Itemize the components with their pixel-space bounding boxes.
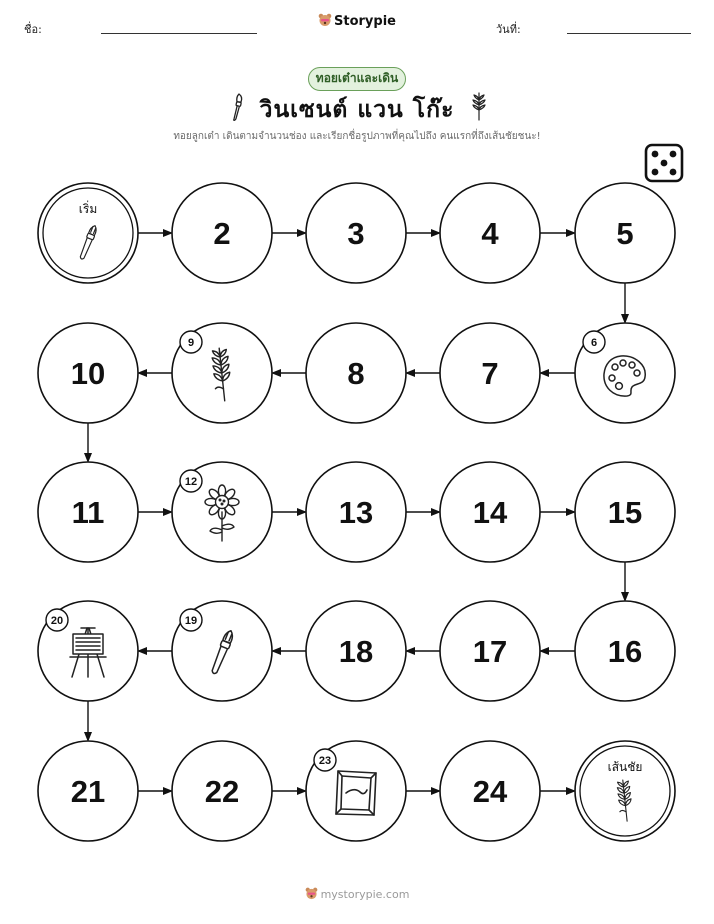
space-number: 7 [481, 356, 499, 391]
page-title: วินเซนต์ แวน โก๊ะ [259, 97, 455, 123]
board-space-17[interactable] [440, 601, 540, 701]
space-number: 18 [338, 634, 374, 669]
game-type-badge: ทอยเต๋าและเดิน [308, 67, 406, 91]
space-number: 11 [71, 495, 105, 530]
space-label: เริ่ม [78, 202, 98, 216]
board-space-2[interactable] [172, 183, 272, 283]
board-space-11[interactable] [38, 462, 138, 562]
space-number: 15 [607, 495, 643, 530]
board-space-23[interactable] [306, 741, 406, 841]
space-number: 22 [204, 774, 240, 809]
space-number: 6 [590, 337, 598, 349]
space-number: 17 [472, 634, 508, 669]
board-space-24[interactable] [440, 741, 540, 841]
board-space-8[interactable] [306, 323, 406, 423]
space-number: 4 [481, 216, 499, 251]
space-number: 16 [607, 634, 643, 669]
board-space-1[interactable] [38, 183, 138, 283]
date-label: วันที่: [496, 23, 521, 36]
board-space-19[interactable] [172, 601, 272, 701]
brand-name: Storypie [334, 14, 396, 29]
board-space-14[interactable] [440, 462, 540, 562]
footer [0, 887, 714, 901]
board-space-16[interactable] [575, 601, 675, 701]
board-space-22[interactable] [172, 741, 272, 841]
space-number: 23 [318, 755, 332, 767]
board-space-5[interactable] [575, 183, 675, 283]
board-space-6[interactable] [575, 323, 675, 423]
instructions: ทอยลูกเต๋า เดินตามจำนวนช่อง และเรียกชื่อรูปภาพที่คุณไปถึง คนแรกที่ถึงเส้นชัยชนะ! [173, 131, 541, 142]
board-space-18[interactable] [306, 601, 406, 701]
space-number: 2 [213, 216, 231, 251]
board-space-13[interactable] [306, 462, 406, 562]
space-number: 12 [184, 476, 198, 488]
space-number: 24 [472, 774, 508, 809]
board-space-7[interactable] [440, 323, 540, 423]
space-number: 14 [472, 495, 508, 530]
board-space-4[interactable] [440, 183, 540, 283]
footer-url[interactable]: mystorypie.com [320, 888, 410, 901]
bear-logo-icon [305, 887, 318, 900]
board-space-20[interactable] [38, 601, 138, 701]
name-label: ชื่อ: [24, 23, 42, 36]
space-number: 9 [187, 337, 195, 349]
space-number: 21 [70, 774, 106, 809]
space-number: 13 [338, 495, 374, 530]
space-number: 19 [184, 615, 198, 627]
space-label: เส้นชัย [607, 760, 643, 774]
board-space-25[interactable] [575, 741, 675, 841]
space-number: 20 [50, 615, 64, 627]
board-space-3[interactable] [306, 183, 406, 283]
board-space-12[interactable] [172, 462, 272, 562]
space-number: 5 [616, 216, 634, 251]
board-space-15[interactable] [575, 462, 675, 562]
board-space-10[interactable] [38, 323, 138, 423]
board-space-9[interactable] [172, 323, 272, 423]
space-number: 8 [347, 356, 365, 391]
space-number: 3 [347, 216, 365, 251]
space-number: 10 [70, 356, 106, 391]
board-space-21[interactable] [38, 741, 138, 841]
